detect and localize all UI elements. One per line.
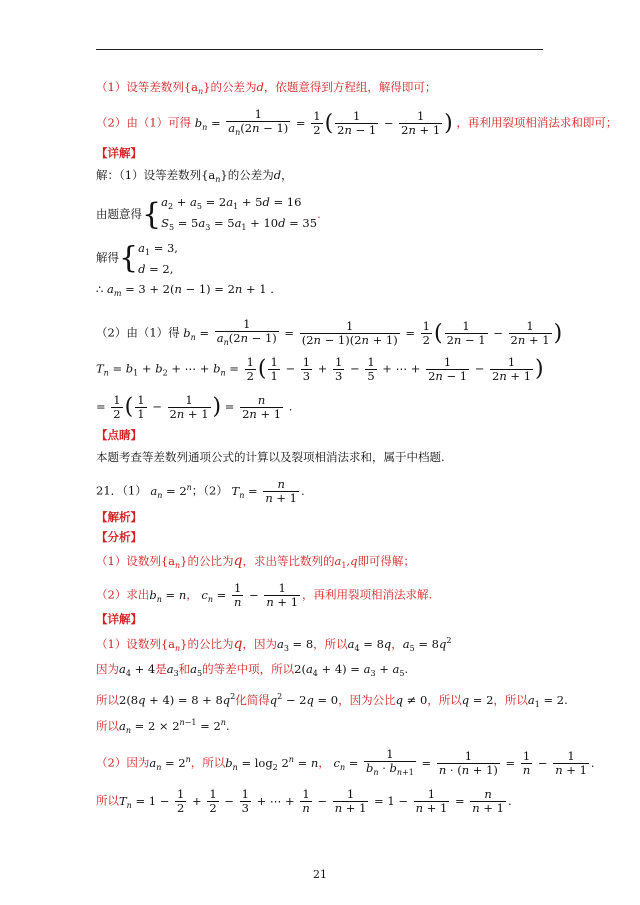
solution-line-2: 由题意得{$a_2 + a_5 = 2a_1 + 5d = 16$ $S_5 = 5a_3 = 5a_1 + 10d = 35$. <box>96 195 321 232</box>
solution-text: 解：（1）设等差数列{a <box>96 168 216 182</box>
detail-text: 因为 <box>96 662 119 676</box>
q21-detail-4: 所以$a_n = 2 \times 2^{n-1} = 2^n$. <box>96 718 230 735</box>
analysis-text: 即可得解； <box>357 554 415 568</box>
q21-label: 21．（1） <box>96 483 147 498</box>
solution-line-7: = $\frac{1}{2}$ ( $\frac{1}{1}$ − $\frac{1}{2n + 1}$ ) = $\frac{n}{2n + 1}$ . <box>96 393 293 421</box>
page-number: 21 <box>313 868 327 881</box>
comment-text: 本题考查等差数列通项公式的计算以及裂项相消法求和，属于中档题. <box>96 450 445 464</box>
q21-detail-3: 所以$2(8q + 4) = 8 + 8q^2$化简得$q^2 - 2q = 0$，因为公比q ≠ 0，所以q = 2，所以$a_1 = 2$. <box>96 692 568 709</box>
q21-detail-5: （2）因为$a_n = 2^n$，所以$b_n = \log_2 2^n = n$， $c_n$ = $\frac{1}{b_n \cdot b_{n+1}}$ = $\frac{1}{n \cdot (n + 1)}$ = $\frac{1}{n}$ − $\frac{1}{n + 1}$ . <box>96 747 595 777</box>
comment-heading: 【点睛】 <box>96 428 142 442</box>
detail-text: 化简得 <box>235 693 270 707</box>
detail-text: ，所以 <box>493 693 528 707</box>
analysis-heading: 【解析】 <box>96 510 142 524</box>
header-rule <box>96 49 543 50</box>
solution-text: （2）由（1）得 <box>96 325 180 340</box>
detail-text: ，所以 <box>313 637 348 651</box>
solution-line-4: ∴ $a_m = 3 + 2(n - 1) = 2n + 1$ . <box>96 282 274 298</box>
fenxi-heading: 【分析】 <box>96 530 142 544</box>
analysis-text: ，再利用裂项相消法求解. <box>302 587 433 602</box>
detail-text: ，因为公比 <box>338 693 396 707</box>
solution-line-5: （2）由（1）得 $b_n$ = $\frac{1}{a_n(2n - 1)}$ = $\frac{1}{(2n - 1)(2n + 1)}$ = $\frac{1}{2}$ ( $\frac{1}{2n - 1}$ − $\frac{1}{2n + 1}$ ) <box>96 317 563 347</box>
detail-text: 是 <box>155 662 167 676</box>
q21-detail-6: 所以$T_n = 1$ − $\frac{1}{2}$ + $\frac{1}{2}$ − $\frac{1}{3}$ + ⋯ + $\frac{1}{n}$ − $\frac{1}{n + 1}$ = 1 − $\frac{1}{n + 1}$ = $\frac{n}{n + 1}$ . <box>96 787 512 815</box>
detail-text: 所以 <box>96 719 119 733</box>
analysis-text: ，求出等比数列的 <box>242 554 335 568</box>
solution-line-1: 解：（1）设等差数列$\{a_n\}$的公差为d， <box>96 168 293 184</box>
detail-text: ，所以 <box>427 693 462 707</box>
detail-text: 的等差中项，所以 <box>202 662 295 676</box>
analysis-text: ，再利用裂项相消法求和即可； <box>456 115 618 130</box>
analysis-line-1: （1）设等差数列$\{a_n\}$的公差为d，依题意得到方程组，解得即可； <box>96 80 437 96</box>
analysis-text: （2）求出 <box>96 587 150 602</box>
solution-text: 由题意得 <box>96 207 142 221</box>
analysis-line-2: （2）由（1）可得 $b_n$ = $\frac{1}{a_n(2n - 1)}$ = $\frac{1}{2}$ ( $\frac{1}{2n - 1}$ − $\frac{1}{2n + 1}$ ) ，再利用裂项相消法求和即可； <box>96 107 618 137</box>
analysis-text: （1）设数列{a <box>96 554 175 568</box>
detail-text: ， <box>391 637 403 651</box>
detail-text: ，所以 <box>190 755 226 770</box>
solution-text: 解得 <box>96 250 119 265</box>
detail-text: 所以 <box>96 693 119 707</box>
detail-text: 和 <box>178 662 191 676</box>
analysis-text: ，依题意得到方程组，解得即可； <box>263 80 437 94</box>
q21-detail-2: 因为$a_4 + 4$是$a_3$和$a_5$的等差中项，所以$2(a_4 + 4) = a_3 + a_5$. <box>96 662 409 678</box>
q21-sep: ；（2） <box>191 483 228 498</box>
solution-text: }的公差为 <box>220 168 274 182</box>
analysis-text: ， <box>186 587 198 602</box>
detail-text: （2）因为 <box>96 755 150 770</box>
detail-text: ，因为 <box>242 637 277 651</box>
q21-answer: 21．（1） $a_n = 2^n$；（2） $T_n$ = $\frac{n}{n + 1}$ . <box>96 477 305 505</box>
solution-line-3: 解得{$a_1 = 3$, d = 2, <box>96 240 178 276</box>
analysis-text: }的公差为 <box>203 80 257 94</box>
q21-analysis-1: （1）设数列$\{a_n\}$的公比为q，求出等比数列的$a_1,q$即可得解； <box>96 553 415 570</box>
analysis-text: }的公比为 <box>180 554 234 568</box>
analysis-text: （1）设等差数列{a <box>96 80 198 94</box>
q21-detail-heading: 【详解】 <box>96 612 142 626</box>
q21-detail-1: （1）设数列$\{a_n\}$的公比为q，因为$a_3 = 8$，所以$a_4 = 8q$，$a_5 = 8q^2$ <box>96 636 452 653</box>
analysis-text: （2）由（1）可得 <box>96 115 192 130</box>
detail-heading: 【详解】 <box>96 146 142 160</box>
detail-text: ， <box>318 755 330 770</box>
detail-text: （1）设数列{a <box>96 637 175 651</box>
detail-text: 所以 <box>96 793 119 808</box>
detail-text: }的公比为 <box>180 637 234 651</box>
solution-line-6: $T_n = b_1 + b_2$ + ⋯ + $b_n$ = $\frac{1}{2}$ ( $\frac{1}{1}$ − $\frac{1}{3}$ + $\frac{1}{3}$ − $\frac{1}{5}$ + ⋯ + $\frac{1}{2n - 1}$ − $\frac{1}{2n + 1}$ ) <box>96 355 544 383</box>
q21-analysis-2: （2）求出$b_n = n$， $c_n$ = $\frac{1}{n}$ − $\frac{1}{n + 1}$ ，再利用裂项相消法求解. <box>96 581 433 609</box>
